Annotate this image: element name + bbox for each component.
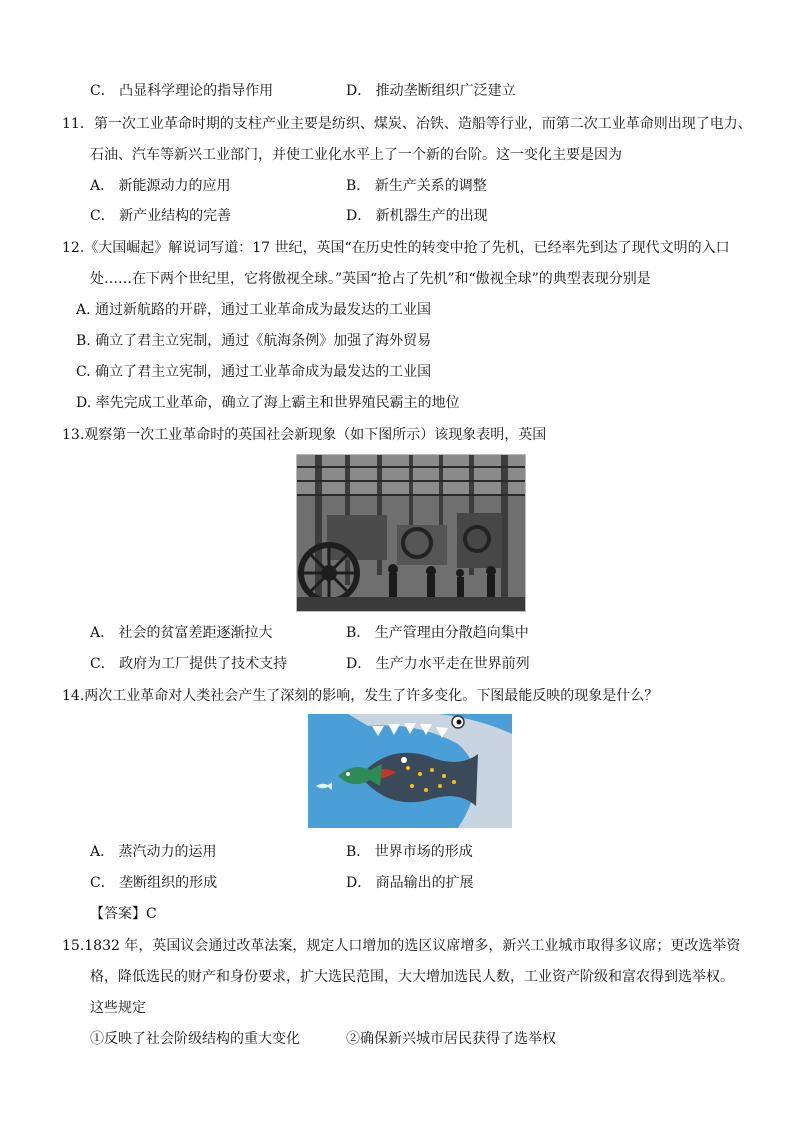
q11-stem-line2: 石油、汽车等新兴工业部门，并使工业化水平上了一个新的台阶。这一变化主要是因为 bbox=[90, 147, 622, 163]
q13-stem-line1: 13.观察第一次工业革命时的英国社会新现象（如下图所示）该现象表明，英国 bbox=[62, 427, 547, 443]
fish-cartoon-illustration bbox=[308, 714, 512, 828]
big-fish-eats-small-fish-image bbox=[308, 714, 512, 828]
q12-option-a: A. 通过新航路的开辟，通过工业革命成为最发达的工业国 bbox=[76, 302, 432, 318]
q14-option-a: A． 蒸汽动力的运用 bbox=[90, 844, 217, 860]
q13-option-b: B． 生产管理由分散趋向集中 bbox=[346, 625, 529, 641]
q11-option-a: A． 新能源动力的应用 bbox=[90, 178, 231, 194]
factory-illustration bbox=[296, 454, 526, 612]
q15-stem-line1: 15.1832 年，英国议会通过改革法案，规定人口增加的选区议席增多，新兴工业城市取得多议席；更改选举资 bbox=[62, 938, 741, 954]
q15-item-2: ②确保新兴城市居民获得了选举权 bbox=[346, 1031, 556, 1047]
q13-option-d: D． 生产力水平走在世界前列 bbox=[346, 656, 530, 672]
q11-option-d: D． 新机器生产的出现 bbox=[346, 208, 488, 224]
q10-option-d: D． 推动垄断组织广泛建立 bbox=[346, 83, 516, 99]
q14-answer: 【答案】C bbox=[90, 906, 157, 922]
q14-option-b: B． 世界市场的形成 bbox=[346, 844, 473, 860]
q15-stem-line3: 这些规定 bbox=[90, 1000, 146, 1016]
q12-stem-line1: 12.《大国崛起》解说词写道：17 世纪，英国“在历史性的转变中抢了先机，已经率先到达了现代文明的入口 bbox=[62, 240, 730, 256]
q15-stem-line2: 格，降低选民的财产和身份要求，扩大选民范围，大大增加选民人数，工业资产阶级和富农得到选举权。 bbox=[90, 969, 734, 985]
factory-machinery-image bbox=[297, 455, 525, 611]
q12-stem-line2: 处……在下两个世纪里，它将傲视全球。”英国“抢占了先机”和“傲视全球”的典型表现分别是 bbox=[90, 271, 651, 287]
q14-option-c: C． 垄断组织的形成 bbox=[90, 875, 218, 891]
q13-option-a: A． 社会的贫富差距逐渐拉大 bbox=[90, 625, 273, 641]
q12-option-c: C. 确立了君主立宪制，通过工业革命成为最发达的工业国 bbox=[76, 364, 432, 380]
q15-item-1: ①反映了社会阶级结构的重大变化 bbox=[90, 1031, 300, 1047]
q12-option-b: B. 确立了君主立宪制，通过《航海条例》加强了海外贸易 bbox=[76, 333, 432, 349]
q12-option-d: D. 率先完成工业革命，确立了海上霸主和世界殖民霸主的地位 bbox=[76, 395, 460, 411]
q14-option-d: D． 商品输出的扩展 bbox=[346, 875, 474, 891]
q14-stem-line1: 14.两次工业革命对人类社会产生了深刻的影响，发生了许多变化。下图最能反映的现象是什么？ bbox=[62, 688, 659, 704]
q11-option-c: C． 新产业结构的完善 bbox=[90, 208, 232, 224]
q10-option-c: C． 凸显科学理论的指导作用 bbox=[90, 83, 274, 99]
q13-option-c: C． 政府为工厂提供了技术支持 bbox=[90, 656, 288, 672]
q11-option-b: B． 新生产关系的调整 bbox=[346, 178, 487, 194]
q11-stem-line1: 11．第一次工业革命时期的支柱产业主要是纺织、煤炭、冶铁、造船等行业，而第二次工业革命则出现了电力、 bbox=[62, 116, 752, 132]
